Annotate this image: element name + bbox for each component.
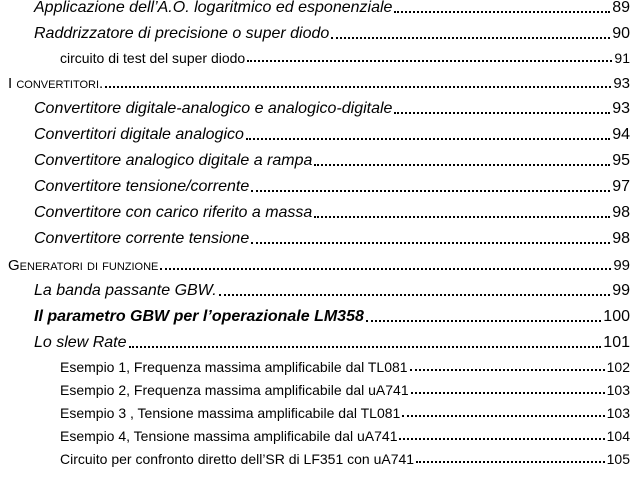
toc-entry-title: Generatori di funzione — [8, 257, 159, 274]
dot-leader — [399, 438, 604, 440]
toc-entry[interactable] — [0, 147, 640, 173]
toc-entry-title: Convertitore analogico digitale a rampa — [34, 152, 313, 169]
toc-entry[interactable] — [0, 329, 640, 355]
toc-entry[interactable] — [0, 378, 640, 401]
toc-entry[interactable] — [0, 121, 640, 147]
toc-section-heading[interactable] — [0, 69, 640, 95]
toc-entry-title: Convertitore tensione/corrente — [34, 178, 250, 195]
dot-leader — [416, 461, 605, 463]
toc-entry[interactable] — [0, 277, 640, 303]
toc-entry-title: Circuito per confronto diretto dell’SR di LF351 con uA741 — [60, 451, 415, 467]
toc-entry-title: Esempio 1, Frequenza massima amplificabile dal TL081 — [60, 359, 408, 375]
toc-entry-page: 99 — [613, 257, 630, 274]
toc-entry-page: 93 — [612, 100, 630, 117]
toc-entry[interactable] — [0, 424, 640, 447]
toc-entry-title: Lo slew Rate — [34, 334, 127, 351]
toc-entry-page: 105 — [606, 451, 630, 467]
toc-entry-page: 91 — [614, 50, 630, 66]
toc-entry[interactable] — [0, 447, 640, 470]
toc-entry-page: 90 — [612, 25, 630, 42]
toc-entry-title: La banda passante GBW. — [34, 282, 217, 299]
toc-entry-title: Convertitore corrente tensione — [34, 230, 250, 247]
toc-entry-title: Convertitori digitale analogico — [34, 126, 244, 143]
toc-entry-page: 95 — [612, 152, 630, 169]
toc-entry[interactable] — [0, 0, 640, 20]
toc-entry-title: I convertitori. — [8, 75, 104, 92]
dot-leader — [246, 138, 610, 140]
toc-entry[interactable] — [0, 173, 640, 199]
toc-entry[interactable] — [0, 46, 640, 69]
toc-entry-title: Esempio 4, Tensione massima amplificabile dal uA741 — [60, 428, 398, 444]
toc-entry-page: 100 — [603, 308, 630, 325]
dot-leader — [314, 216, 610, 218]
toc-entry-title: Convertitore con carico riferito a massa — [34, 204, 313, 221]
dot-leader — [105, 86, 611, 88]
toc-entry[interactable] — [0, 401, 640, 424]
toc-entry-page: 89 — [612, 0, 630, 16]
toc-entry-title: circuito di test del super diodo — [60, 50, 246, 66]
dot-leader — [411, 392, 605, 394]
toc-entry-page: 93 — [613, 75, 630, 92]
dot-leader — [366, 320, 601, 322]
toc-entry-title: Esempio 2, Frequenza massima amplificabile dal uA741 — [60, 382, 409, 398]
toc-entry-page: 102 — [606, 359, 630, 375]
toc-entry-title: Esempio 3 , Tensione massima amplificabile dal TL081 — [60, 405, 401, 421]
dot-leader — [219, 294, 611, 296]
toc-entry[interactable] — [0, 225, 640, 251]
toc-entry-page: 101 — [603, 334, 630, 351]
toc-entry-page: 97 — [612, 178, 630, 195]
dot-leader — [402, 415, 604, 417]
dot-leader — [160, 268, 611, 270]
dot-leader — [129, 346, 602, 348]
toc-entry[interactable] — [0, 355, 640, 378]
toc-entry-page: 94 — [612, 126, 630, 143]
dot-leader — [394, 11, 610, 13]
dot-leader — [394, 112, 610, 114]
toc-entry-page: 104 — [606, 428, 630, 444]
toc-entry-title: Convertitore digitale-analogico e analogico-digitale — [34, 100, 393, 117]
toc-entry-page: 98 — [612, 230, 630, 247]
dot-leader — [314, 164, 610, 166]
toc-entry[interactable] — [0, 199, 640, 225]
dot-leader — [410, 369, 605, 371]
toc-entry[interactable] — [0, 20, 640, 46]
toc-entry-title: Applicazione dell’A.O. logaritmico ed esponenziale — [34, 0, 393, 16]
toc-entry-title: Raddrizzatore di precisione o super diodo — [34, 25, 330, 42]
toc-entry-page: 103 — [606, 382, 630, 398]
dot-leader — [251, 190, 610, 192]
toc-entry-page: 98 — [612, 204, 630, 221]
dot-leader — [247, 60, 612, 62]
toc-entry[interactable] — [0, 303, 640, 329]
toc-entry-page: 103 — [606, 405, 630, 421]
dot-leader — [251, 242, 610, 244]
dot-leader — [331, 37, 610, 39]
toc-entry[interactable] — [0, 95, 640, 121]
toc-entry-title: Il parametro GBW per l’operazionale LM358 — [34, 308, 364, 325]
toc-entry-page: 99 — [612, 282, 630, 299]
toc-section-heading[interactable] — [0, 251, 640, 277]
